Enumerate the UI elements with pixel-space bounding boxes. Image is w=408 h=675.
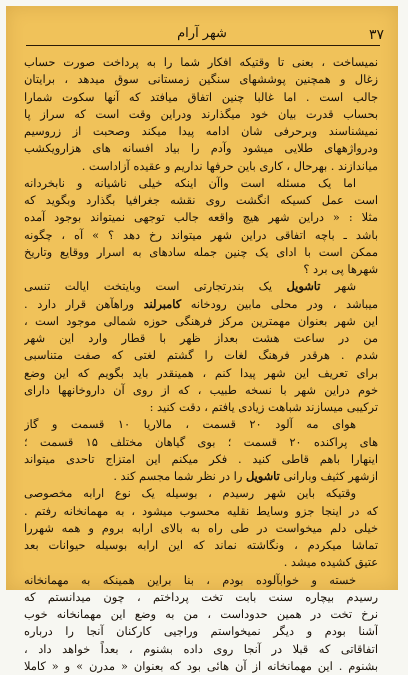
text-line: ودرواژههای طلایی میشود وآدم را بیاد افسانه های هزارویکشب [24,141,378,156]
text-line: اما یک مسئله است واآن اینکه خیلی ناشیانه و نابخردانه [24,175,356,190]
text-line: عتیق کشیده میشد . [283,555,378,570]
text-line: وقتیکه باین شهر رسیدم ، بوسیله یک نوع ارابه مخصوصی [24,486,356,501]
page-header [20,20,384,42]
text-line: اتفاقاتی که قبلا در آنجا روی داده بشنوم ، بعداً خواهد داد ، [24,641,378,656]
bold-term: تاشویل [245,469,280,483]
text-line: که در اینجا جزو وسایط نقلیه محسوب میشود ، به مهمانخانه رفتم . [24,503,378,518]
text-line: باشد ـ باچه اتفاقی دراین شهر میتواند رخ دهد ؟ » آه ، چگونه [24,227,378,242]
text-line: برای تعریف این شهر پیدا کنم ، همینقدر باید بگویم که این وضع [24,365,378,380]
text-line: خسته و خوابآلوده بودم ، بنا براین همینکه به مهمانخانه [24,572,356,587]
text-line: نمیساخت ، بعنی تا وقتیکه افکار شما را به پرداخت صورت حساب [24,55,378,69]
text-line: است عمل کسیکه انگشت روی نقشه جغرافیا بگذارد وبگوید که [24,193,378,207]
text-line: مثلا : « دراین شهر هیچ واقعه جالب توجهی نمیتواند بوجود آمده [24,210,378,225]
text-line: ازشهر کثیف وبارانی تاشویل را در نظر شما مجسم کند . [113,469,378,483]
text-line: بحساب قدرت بیان خود میگذارند ودراین وقت است که سراز پا [24,106,378,121]
text-line: هوای مه آلود ۲۰ قسمت ، مالاریا ۱۰ قسمت و گاز [24,417,356,432]
bold-term: کامبرلند [143,296,182,311]
text-line: میباشد ، ودر محلی مابین رودخانه کامبرلند وراهآهن قرار دارد . [24,296,378,311]
text-line: رسیدم بیچاره سنت بابت تخت پرداختم ، چون میدانستم که [24,589,378,604]
text-line: شهر تاشویل یک بندرتجارتی است وبایتخت ایالت تنسی [24,279,356,294]
text-line: جالب است . اما غالبا چنین اتفاق میافتد که آنها سکوت شمارا [24,89,378,104]
text-line: نرخ تخت در همین حدوداست ، من به وضع این مهمانخانه خوب [24,607,378,621]
text-line: شهرها پی برد ؟ [303,262,378,276]
book-page [6,6,398,673]
text-line: های پراکنده ۲۰ قسمت ؛ بوی گیاهان مختلف ۱۵ قسمت ؛ [24,434,378,449]
page-number: ۳۷ [368,27,384,43]
text-line: تماشا میکردم ، ونگاشته نماند که این ارابه بوسیله حیوانات بعد [24,538,378,552]
text-line: شدم . هرقدر فرهنگ لغات را گشتم لغتی که صفت متناسبی [24,348,378,363]
text-line: ممکن است با ادای یک چنین جمله سادهای به اسرار ووقایع وتاریخ [24,244,378,259]
text-line: خوم دراین شهر با نسخه طبیب ، که از روی آن داروخانهها دارای [24,382,378,397]
body-text [24,54,378,673]
text-line: زغال و همچنین پوششهای سنگین زمستانی سوق میدهد ، برایتان [24,72,378,87]
text-line: اینهارا باهم قاطی کنید . فکر میکنم این امتزاج تاحدی میتواند [24,451,378,466]
text-line: آشنا بودم و دیگر نمیخواستم وراجیی کارکنان آنجا را درباره [24,624,378,639]
text-line: بشنوم . این مهمانخانه از آن هائی بود که بعنوان « مدرن » و « کاملا [24,658,378,673]
running-title: شهر آرام [177,26,227,41]
text-line: خیلی دلم میخواست در طی راه به بالای ارابه بروم و همه شهررا [24,520,378,535]
header-rule [26,45,380,46]
text-line: میاندازند . بهرحال ، کاری باین حرفها نداریم و عقیده آزاداست . [81,158,378,173]
text-line: این شهر بعنوان مهمترین مرکز فرهنگی حوزه شمالی موجود است ، [24,313,378,328]
text-line: نمیشناسند وبرحرفی شان ادامه پیدا میکند وصحبت از زروسیم [24,124,378,138]
bold-term: تاشویل [286,279,321,294]
text-line: ترکیبی میسازند شباهت زیادی یافتم ، دقت کنید : [149,400,378,414]
text-line: من در ساعت هشت بعداز ظهر با قطار وارد این شهر [24,331,378,345]
